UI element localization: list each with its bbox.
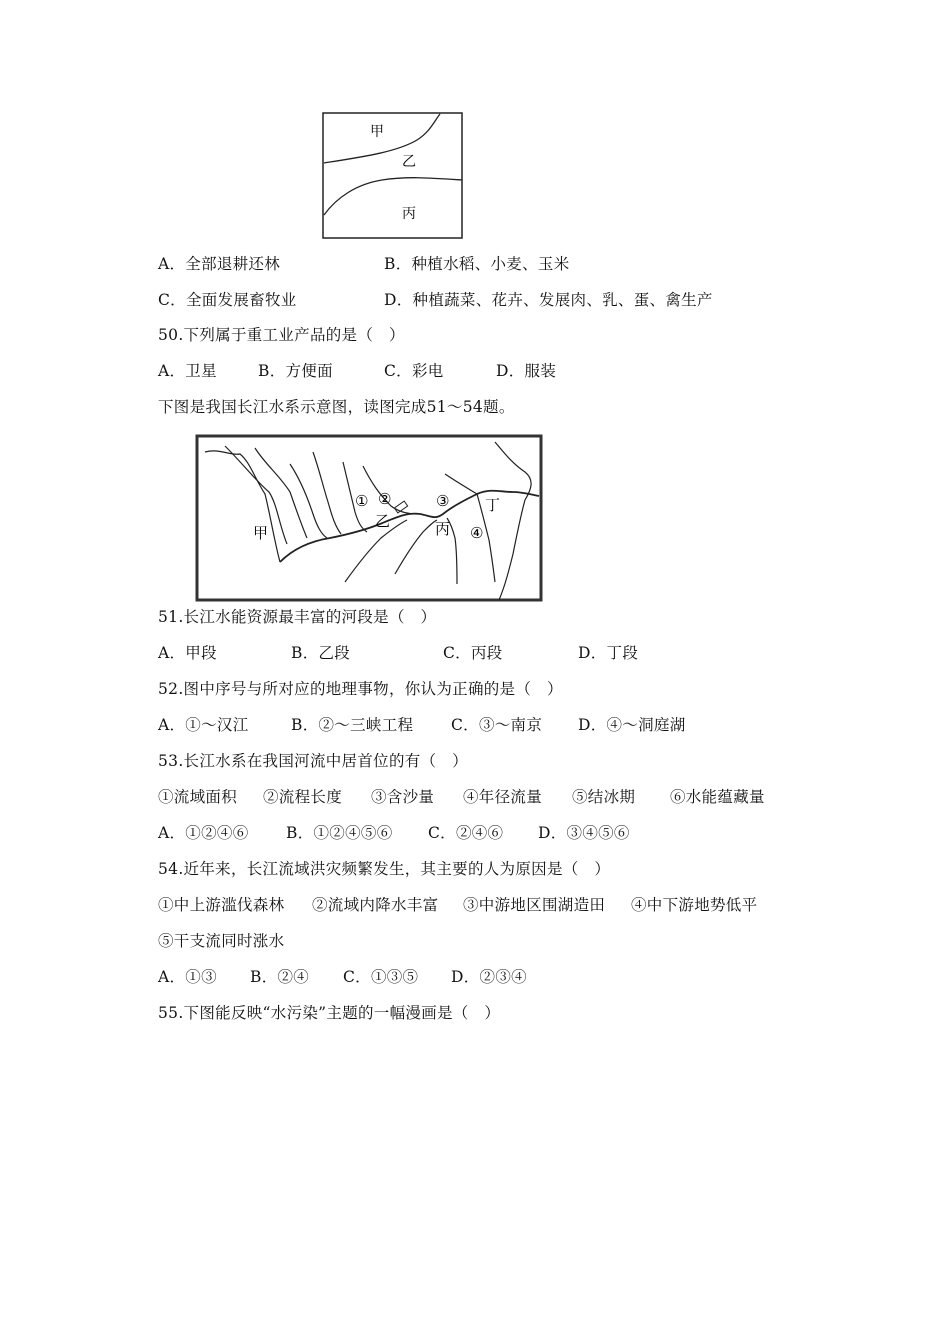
q52-option-d: D．④～洞庭湖 [578,716,686,734]
river-south-2 [395,520,437,574]
zone-boundary-lower [324,178,462,215]
intro-51-54: 下图是我国长江水系示意图，读图完成51～54题。 [158,398,515,416]
q51-option-a: A．甲段 [158,644,217,662]
q50-stem: 50.下列属于重工业产品的是（ ） [158,326,405,344]
q51-stem: 51.长江水能资源最丰富的河段是（ ） [158,608,437,626]
map-marker-3: ③ [436,492,450,510]
map-label-bing: 丙 [435,520,451,538]
q54-option-d: D．②③④ [451,968,527,986]
map-marker-4: ④ [470,524,484,542]
q54-option-b: B．②④ [250,968,310,986]
q53-item-6: ⑥水能蕴藏量 [670,788,765,806]
q49-option-a: A．全部退耕还林 [158,255,281,273]
zone-diagram-frame [323,113,462,238]
zone-label-yi: 乙 [402,154,416,170]
map-frame [197,436,541,600]
q52-stem: 52.图中序号与所对应的地理事物，你认为正确的是（ ） [158,680,563,698]
map-marker-2: ② [378,490,392,508]
map-label-ding: 丁 [485,496,501,514]
q53-option-d: D．③④⑤⑥ [538,824,630,842]
map-label-yi: 乙 [375,512,391,530]
q52-option-c: C．③～南京 [451,716,543,734]
q54-item-1: ①中上游滥伐森林 [158,896,285,914]
q54-item-5: ⑤干支流同时涨水 [158,932,285,950]
q51-option-b: B．乙段 [291,644,351,662]
q51-option-d: D．丁段 [578,644,639,662]
zone-label-bing: 丙 [402,206,416,222]
q54-item-4: ④中下游地势低平 [631,896,758,914]
zone-diagram [322,112,464,240]
q50-option-c: C．彩电 [384,362,444,380]
q53-item-3: ③含沙量 [371,788,435,806]
q53-item-2: ②流程长度 [263,788,343,806]
coastline [495,442,531,600]
q54-stem: 54.近年来，长江流域洪灾频繁发生，其主要的人为原因是（ ） [158,860,611,878]
q51-option-c: C．丙段 [443,644,503,662]
river-upper-1 [205,451,280,562]
q50-option-b: B．方便面 [258,362,333,380]
q54-option-c: C．①③⑤ [343,968,419,986]
q49-option-c: C．全面发展畜牧业 [158,291,297,309]
q54-item-3: ③中游地区围湖造田 [463,896,606,914]
zone-label-jia: 甲 [370,124,384,140]
river-upper-5 [313,452,341,534]
q55-stem: 55.下图能反映“水污染”主题的一幅漫画是（ ） [158,1004,501,1022]
q50-option-d: D．服装 [496,362,557,380]
q53-stem: 53.长江水系在我国河流中居首位的有（ ） [158,752,468,770]
q53-item-1: ①流域面积 [158,788,238,806]
q49-option-d: D．种植蔬菜、花卉、发展肉、乳、蛋、禽生产 [384,291,713,309]
river-upper-4 [290,464,327,538]
yangtze-river-map [195,434,543,602]
q54-option-a: A．①③ [158,968,217,986]
q53-item-5: ⑤结冰期 [572,788,636,806]
map-label-jia: 甲 [253,524,269,542]
q49-option-b: B．种植水稻、小麦、玉米 [384,255,570,273]
q54-item-2: ②流域内降水丰富 [312,896,439,914]
river-north-east [445,474,477,494]
q52-option-b: B．②～三峡工程 [291,716,414,734]
q50-option-a: A．卫星 [158,362,217,380]
q53-item-4: ④年径流量 [463,788,543,806]
q53-option-c: C．②④⑥ [428,824,504,842]
three-gorges-marker [394,501,407,513]
map-marker-1: ① [355,492,369,510]
q53-option-a: A．①②④⑥ [158,824,249,842]
q53-option-b: B．①②④⑤⑥ [286,824,393,842]
q52-option-a: A．①～汉江 [158,716,249,734]
